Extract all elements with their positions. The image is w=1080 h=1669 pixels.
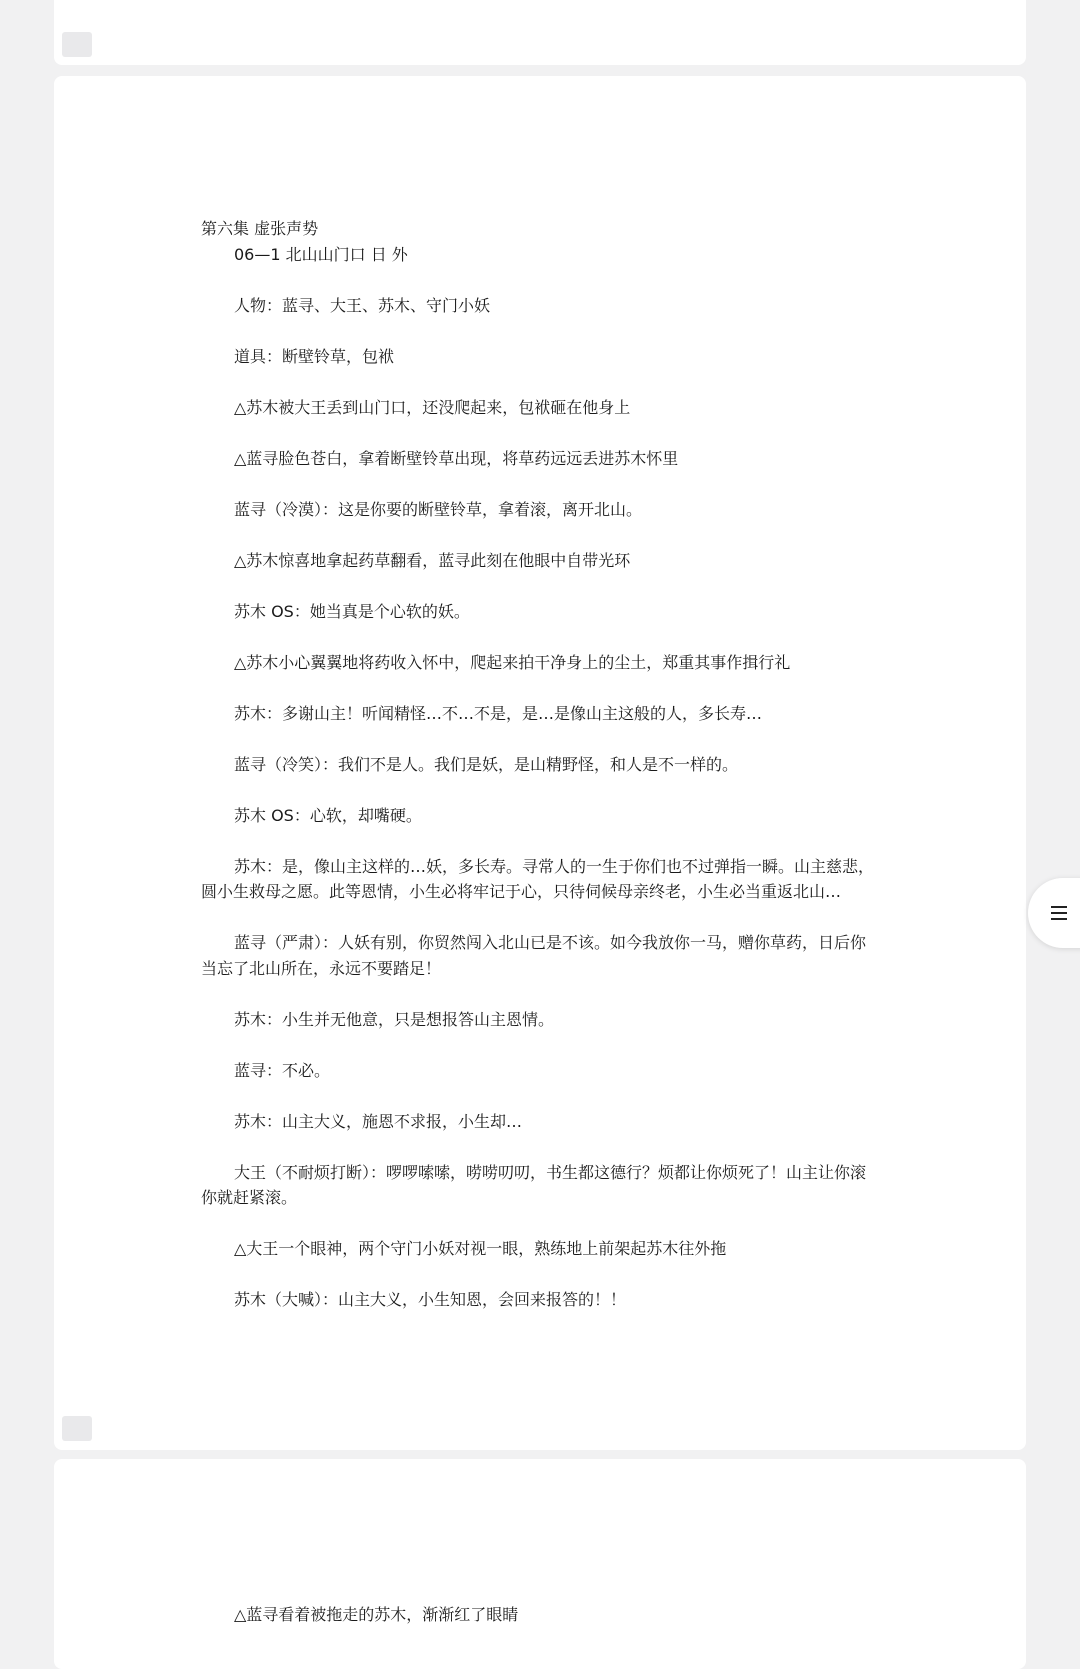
scene-heading: 06—1 北山山门口 日 外	[234, 244, 408, 264]
script-paragraph: 苏木：小生并无他意，只是想报答山主恩情。	[234, 1009, 555, 1029]
next-page-card	[54, 1459, 1026, 1669]
menu-icon	[1050, 904, 1068, 922]
script-paragraph: 苏木 OS：心软，却嘴硬。	[234, 805, 422, 825]
menu-button[interactable]	[1028, 878, 1080, 948]
script-paragraph: △蓝寻脸色苍白，拿着断壁铃草出现，将草药远远丢进苏木怀里	[234, 448, 679, 468]
script-paragraph: 蓝寻：不必。	[234, 1060, 331, 1080]
script-paragraph: 蓝寻（冷漠）：这是你要的断壁铃草，拿着滚，离开北山。	[234, 499, 643, 519]
script-paragraph: △苏木惊喜地拿起药草翻看，蓝寻此刻在他眼中自带光环	[234, 550, 631, 570]
episode-title: 第六集 虚张声势	[201, 219, 319, 238]
script-paragraph: 苏木：多谢山主！听闻精怪…不…不是，是…是像山主这般的人，多长寿…	[234, 703, 763, 723]
script-paragraph: 蓝寻（严肃）：人妖有别，你贸然闯入北山已是不该。如今我放你一马，赠你草药，日后你当忘了北山所在，永远不要踏足！	[201, 933, 867, 978]
script-paragraph: 蓝寻（冷笑）：我们不是人。我们是妖，是山精野怪，和人是不一样的。	[234, 754, 739, 774]
script-text	[201, 216, 881, 1338]
script-paragraph: 人物：蓝寻、大王、苏木、守门小妖	[234, 295, 491, 315]
next-page-text	[201, 1602, 881, 1628]
script-paragraph: 苏木：是，像山主这样的…妖，多长寿。寻常人的一生于你们也不过弹指一瞬。山主慈悲，圆小生救母之愿。此等恩情，小生必将牢记于心，只待伺候母亲终老，小生必当重返北山…	[201, 856, 875, 901]
script-paragraph: 苏木：山主大义，施恩不求报，小生却…	[234, 1111, 523, 1131]
script-paragraph: 道具：断壁铃草，包袱	[234, 346, 395, 366]
script-paragraph: △苏木被大王丢到山门口，还没爬起来，包袱砸在他身上	[234, 397, 631, 417]
document-page-card	[54, 76, 1026, 1450]
script-paragraph: △苏木小心翼翼地将药收入怀中，爬起来拍干净身上的尘土，郑重其事作揖行礼	[234, 652, 791, 672]
previous-page-card	[54, 0, 1026, 65]
script-paragraph: △大王一个眼神，两个守门小妖对视一眼，熟练地上前架起苏木往外拖	[234, 1239, 727, 1258]
page-marker	[62, 1416, 92, 1441]
script-paragraph: 苏木 OS：她当真是个心软的妖。	[234, 601, 470, 621]
script-paragraph: △蓝寻看着被拖走的苏木，渐渐红了眼睛	[234, 1605, 519, 1624]
page-marker	[62, 32, 92, 57]
script-paragraph: 苏木（大喊）：山主大义，小生知恩，会回来报答的！！	[234, 1290, 627, 1309]
script-paragraph: 大王（不耐烦打断）：啰啰嗦嗦，唠唠叨叨，书生都这德行？烦都让你烦死了！山主让你滚你就赶紧滚。	[201, 1162, 867, 1207]
